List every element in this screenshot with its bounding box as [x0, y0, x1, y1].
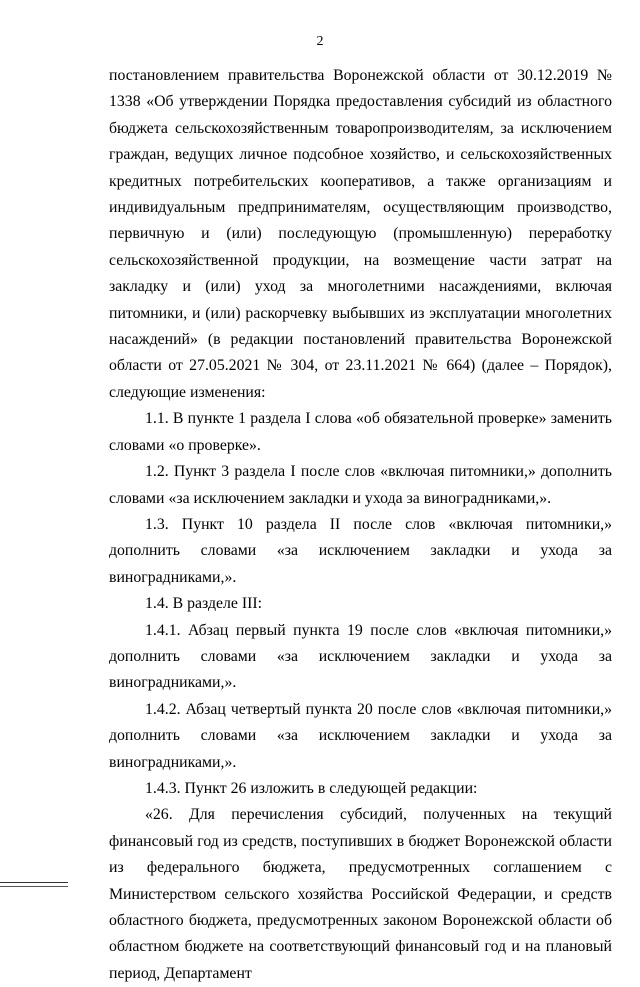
document-body — [109, 63, 612, 987]
paragraph-item-1-4: 1.4. В разделе III: — [145, 595, 263, 613]
paragraph-item-1-3: 1.3. Пункт 10 раздела II после слов «включая питомники,» дополнить словами «за исключением закладки и ухода за виноградниками,». — [109, 515, 612, 586]
paragraph-item-1-4-2: 1.4.2. Абзац четвертый пункта 20 после слов «включая питомники,» дополнить словами «за исключением закладки и ухода за виноградниками,». — [109, 700, 612, 771]
paragraph-item-1-4-1: 1.4.1. Абзац первый пункта 19 после слов «включая питомники,» дополнить словами «за исключением закладки и ухода за виноградниками,». — [109, 621, 612, 692]
paragraph-item-1-1: 1.1. В пункте 1 раздела I слова «об обязательной проверке» заменить словами «о проверке». — [109, 410, 612, 454]
paragraph-item-1-2: 1.2. Пункт 3 раздела I после слов «включая питомники,» дополнить словами «за исключением закладки и ухода за виноградниками,». — [109, 463, 612, 507]
paragraph-item-26-quote: «26. Для перечисления субсидий, полученных на текущий финансовый год из средств, поступивших в бюджет Воронежской области из федерального бюджета, предусмотренных соглашением с Министерством сельского хозяйства Российской Федерации, и средств областного бюджета, предусмотренных законом Воронежской области об областном бюджете на соответствующий финансовый год и на плановый период, Департамент — [109, 806, 612, 982]
footer-rule-secondary — [0, 886, 68, 887]
paragraph-intro-continuation: постановлением правительства Воронежской области от 30.12.2019 № 1338 «Об утверждении Порядка предоставления субсидий из областного бюджета сельскохозяйственным товаропроизводителям, за исключением граждан, ведущих личное подсобное хозяйство, и сельскохозяйственных кредитных потребительских кооперативов, а также организациям и индивидуальным предпринимателям, осуществляющим производство, первичную и (или) последующую (промышленную) переработку сельскохозяйственной продукции, на возмещение части затрат на закладку и (или) уход за многолетними насаждениями, включая питомники, и (или) раскорчевку выбывших из эксплуатации многолетних насаждений» (в редакции постановлений правительства Воронежской области от 27.05.2021 № 304, от 23.11.2021 № 664) (далее – Порядок), следующие изменения: — [109, 67, 612, 401]
paragraph-item-1-4-3: 1.4.3. Пункт 26 изложить в следующей редакции: — [145, 779, 478, 797]
footer-rule — [0, 882, 68, 883]
page-number: 2 — [316, 34, 324, 49]
